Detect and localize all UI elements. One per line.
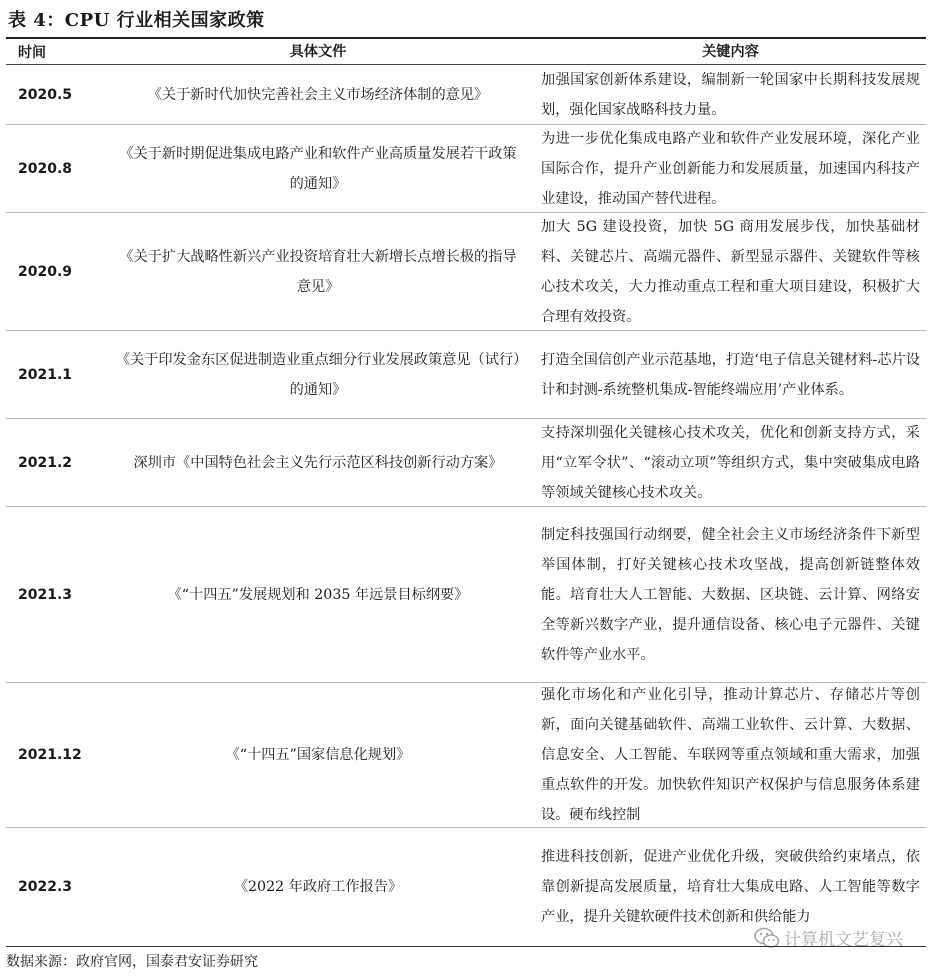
row-key: 加强国家创新体系建设，编制新一轮国家中长期科技发展规划，强化国家战略科技力量。 xyxy=(541,71,920,118)
row-key: 打造全国信创产业示范基地，打造‘电子信息关键材料-芯片设计和封测-系统整机集成-智能终端应用’产业体系。 xyxy=(541,351,920,398)
row-time: 2020.8 xyxy=(18,160,73,177)
row-key: 为进一步优化集成电路产业和软件产业发展环境，深化产业国际合作，提升产业创新能力和发展质量，加速国内科技产业建设，推动国产替代进程。 xyxy=(541,130,920,207)
row-doc: 《关于新时代加快完善社会主义市场经济体制的意见》 xyxy=(147,86,489,103)
row-doc: 深圳市《中国特色社会主义先行示范区科技创新行动方案》 xyxy=(133,454,503,471)
table-row xyxy=(6,683,926,828)
row-time: 2020.5 xyxy=(18,86,73,103)
row-time: 2021.2 xyxy=(18,454,73,471)
table-row xyxy=(6,65,926,125)
data-source: 数据来源：政府官网，国泰君安证券研究 xyxy=(6,946,926,971)
policy-table xyxy=(6,37,926,946)
row-doc: 《关于印发金东区促进制造业重点细分行业发展政策意见（试行）的通知》 xyxy=(115,351,521,398)
table-header-row xyxy=(6,39,926,65)
row-time: 2020.9 xyxy=(18,263,73,280)
row-key: 支持深圳强化关键核心技术攻关，优化和创新支持方式，采用“立军令状”、“滚动立项”等组织方式，集中突破集成电路等领域关键核心技术攻关。 xyxy=(541,424,920,501)
row-key: 强化市场化和产业化引导，推动计算芯片、存储芯片等创新，面向关键基础软件、高端工业软件、云计算、大数据、信息安全、人工智能、车联网等重点领域和重大需求，加强重点软件的开发。加快软件知识产权保护与信息服务体系建设。硬布线控制 xyxy=(541,687,920,823)
row-doc: 《2022 年政府工作报告》 xyxy=(233,879,403,895)
row-doc: 《“十四五”国家信息化规划》 xyxy=(225,747,411,763)
row-time: 2022.3 xyxy=(18,879,73,895)
row-time: 2021.12 xyxy=(18,747,82,763)
row-doc: 《关于新时期促进集成电路产业和软件产业高质量发展若干政策的通知》 xyxy=(119,145,517,192)
table-row xyxy=(6,331,926,419)
row-time: 2021.3 xyxy=(18,586,73,603)
row-doc: 《“十四五”发展规划和 2035 年远景目标纲要》 xyxy=(167,586,469,603)
header-doc: 具体文件 xyxy=(289,43,347,60)
table-row xyxy=(6,213,926,331)
row-key: 制定科技强国行动纲要，健全社会主义市场经济条件下新型举国体制，打好关键核心技术攻坚战，提高创新链整体效能。培育壮大人工智能、大数据、区块链、云计算、网络安全等新兴数字产业，提升通信设备、核心电子元器件、关键软件等产业水平。 xyxy=(541,526,920,663)
table-title: 表 4：CPU 行业相关国家政策 xyxy=(8,10,265,31)
row-key: 推进科技创新，促进产业优化升级，突破供给约束堵点，依靠创新提高发展质量，培育壮大集成电路、人工智能等数字产业，提升关键软硬件技术创新和供给能力 xyxy=(541,849,920,925)
row-key: 加大 5G 建设投资，加快 5G 商用发展步伐，加快基础材料、关键芯片、高端元器件、新型显示器件、关键软件等核心技术攻关，大力推动重点工程和重大项目建设，积极扩大合理有效投资。 xyxy=(541,218,920,325)
header-key: 关键内容 xyxy=(702,43,759,60)
watermark-text: 计算机文艺复兴 xyxy=(784,930,903,950)
table-row xyxy=(6,419,926,507)
table-row xyxy=(6,507,926,683)
table-row xyxy=(6,125,926,213)
row-time: 2021.1 xyxy=(18,366,73,383)
row-doc: 《关于扩大战略性新兴产业投资培育壮大新增长点增长极的指导意见》 xyxy=(119,248,517,295)
header-time: 时间 xyxy=(18,44,46,61)
